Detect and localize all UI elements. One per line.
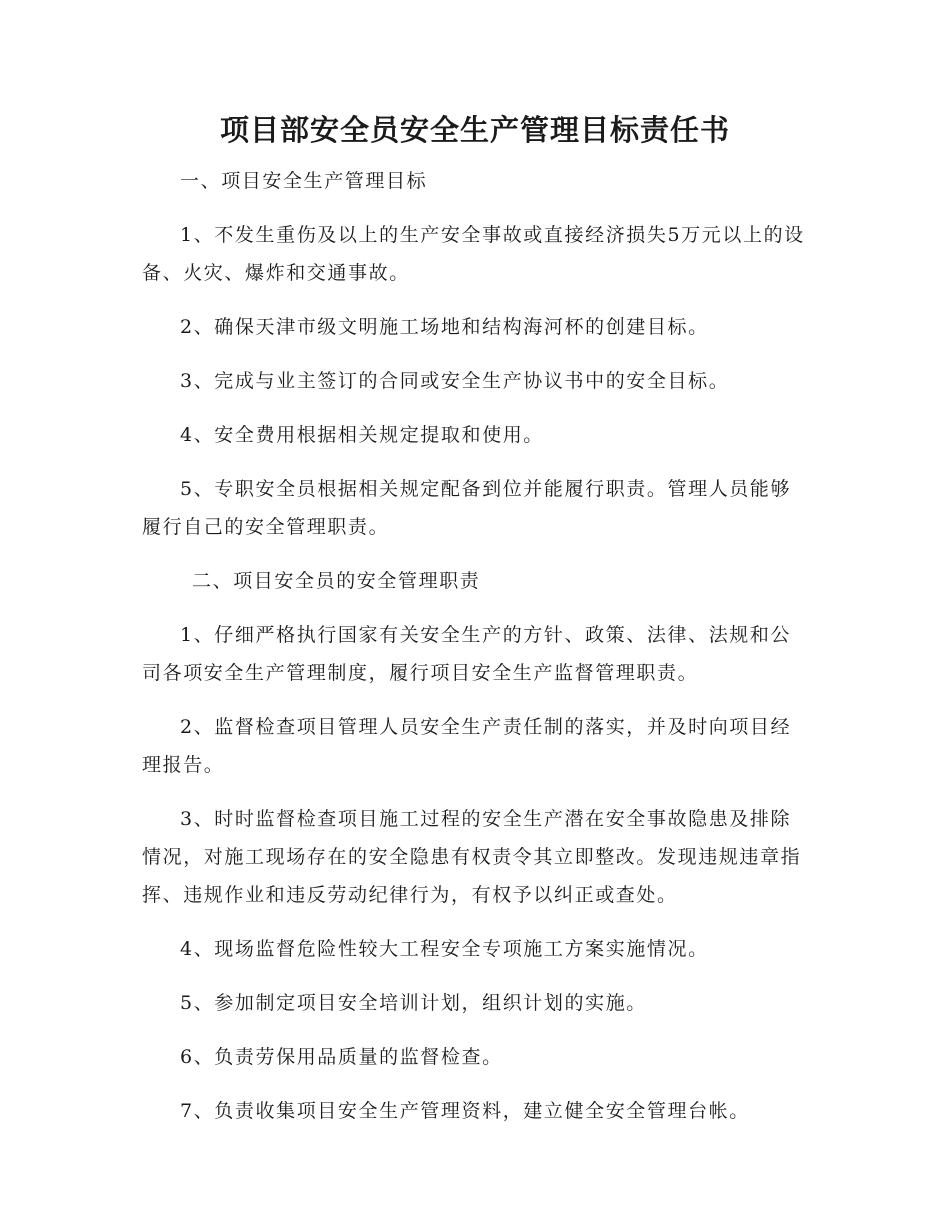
paragraph: 1、仔细严格执行国家有关安全生产的方针、政策、法律、法规和公司各项安全生产管理制度，履行项目安全生产监督管理职责。 xyxy=(142,624,792,684)
paragraph: 2、监督检查项目管理人员安全生产责任制的落实，并及时向项目经理报告。 xyxy=(142,716,792,776)
paragraph: 4、现场监督危险性较大工程安全专项施工方案实施情况。 xyxy=(180,938,709,960)
document-title: 项目部安全员安全生产管理目标责任书 xyxy=(219,113,730,147)
paragraph: 7、负责收集项目安全生产管理资料，建立健全安全管理台帐。 xyxy=(180,1100,750,1122)
paragraph: 3、时时监督检查项目施工过程的安全生产潜在安全事故隐患及排除情况，对施工现场存在的安全隐患有权责令其立即整改。发现违规违章指挥、违规作业和违反劳动纪律行为，有权予以纠正或查处。 xyxy=(142,808,802,906)
paragraph: 1、不发生重伤及以上的生产安全事故或直接经济损失5万元以上的设备、火灾、爆炸和交通事故。 xyxy=(142,224,805,284)
paragraph: 5、专职安全员根据相关规定配备到位并能履行职责。管理人员能够履行自己的安全管理职责。 xyxy=(142,478,792,538)
document-body xyxy=(142,162,808,1130)
section-heading-1: 一、项目安全生产管理目标 xyxy=(180,170,428,192)
paragraph: 4、安全费用根据相关规定提取和使用。 xyxy=(180,424,544,446)
section-heading-2: 二、项目安全员的安全管理职责 xyxy=(192,570,481,592)
paragraph: 3、完成与业主签订的合同或安全生产协议书中的安全目标。 xyxy=(180,370,730,392)
paragraph: 2、确保天津市级文明施工场地和结构海河杯的创建目标。 xyxy=(180,316,709,338)
paragraph: 5、参加制定项目安全培训计划，组织计划的实施。 xyxy=(180,992,647,1014)
paragraph: 6、负责劳保用品质量的监督检查。 xyxy=(180,1046,503,1068)
